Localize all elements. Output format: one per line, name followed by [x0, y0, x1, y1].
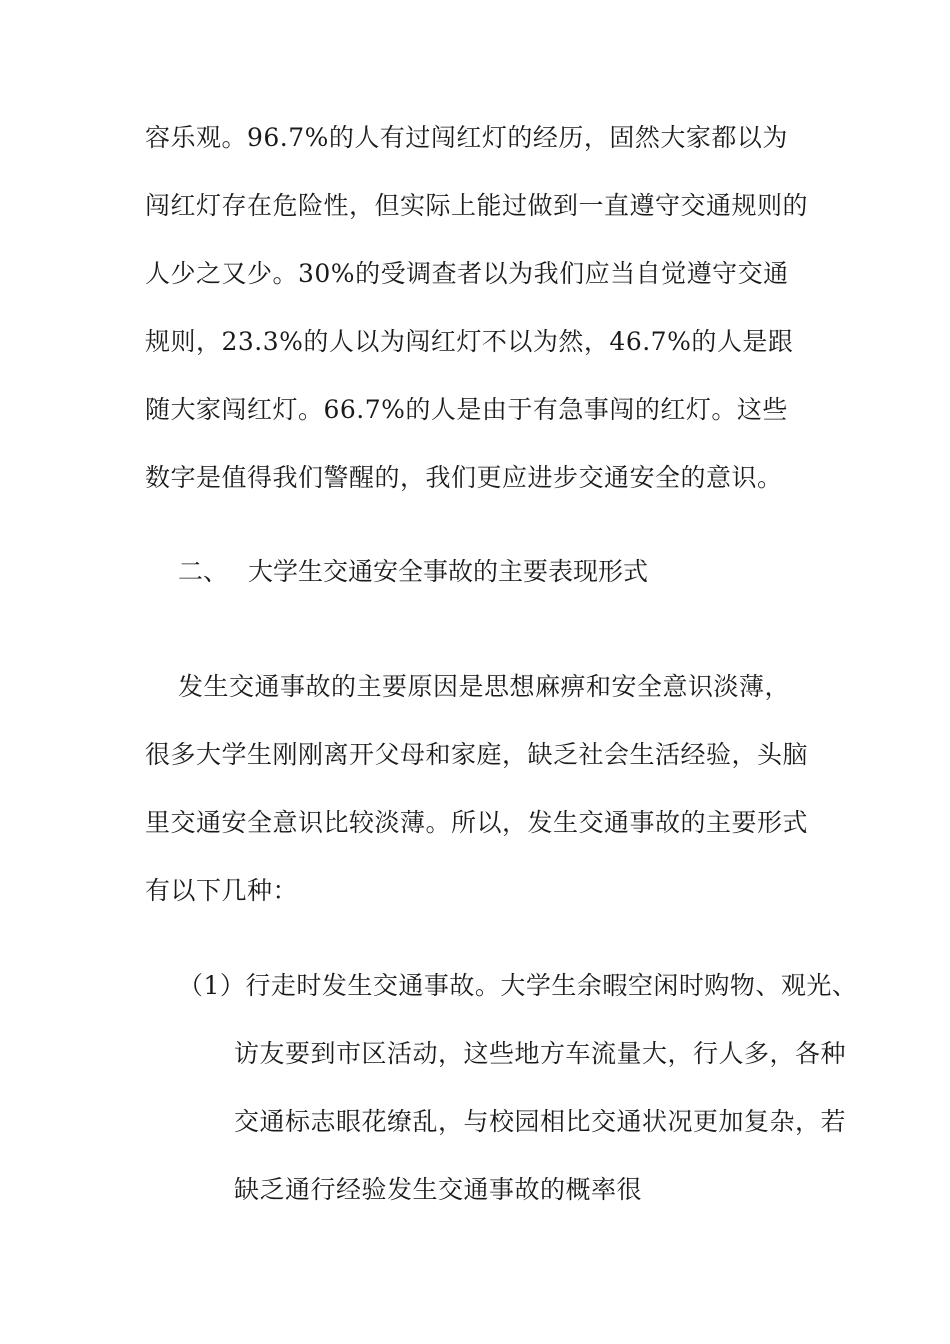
section-title: 大学生交通安全事故的主要表现形式: [248, 557, 649, 586]
body-paragraph-2: 发生交通事故的主要原因是思想麻痹和安全意识淡薄，很多大学生刚刚离开父母和家庭，缺乏社会生活经验，头脑里交通安全意识比较淡薄。所以，发生交通事故的主要形式有以下几种：: [145, 672, 809, 905]
list-item: [178, 952, 866, 1224]
section-heading: [178, 540, 648, 604]
list-item-text: 行走时发生交通事故。大学生余暇空闲时购物、观光、访友要到市区活动，这些地方车流量大，行人多，各种交通标志眼花缭乱，与校园相比交通状况更加复杂，若缺乏通行经验发生交通事故的概率很: [234, 971, 858, 1204]
section-number: 二、: [178, 557, 229, 586]
list-marker: （1）: [178, 971, 246, 1000]
body-paragraph: 容乐观。96.7%的人有过闯红灯的经历，固然大家都以为闯红灯存在危险性，但实际上能过做到一直遵守交通规则的人少之又少。30%的受调查者以为我们应当自觉遵守交通规则，23.3%的人以为闯红灯不以为然，46.7%的人是跟随大家闯红灯。66.7%的人是由于有急事闯的红灯。这些数字是值得我们警醒的，我们更应进步交通安全的意识。: [145, 123, 809, 492]
